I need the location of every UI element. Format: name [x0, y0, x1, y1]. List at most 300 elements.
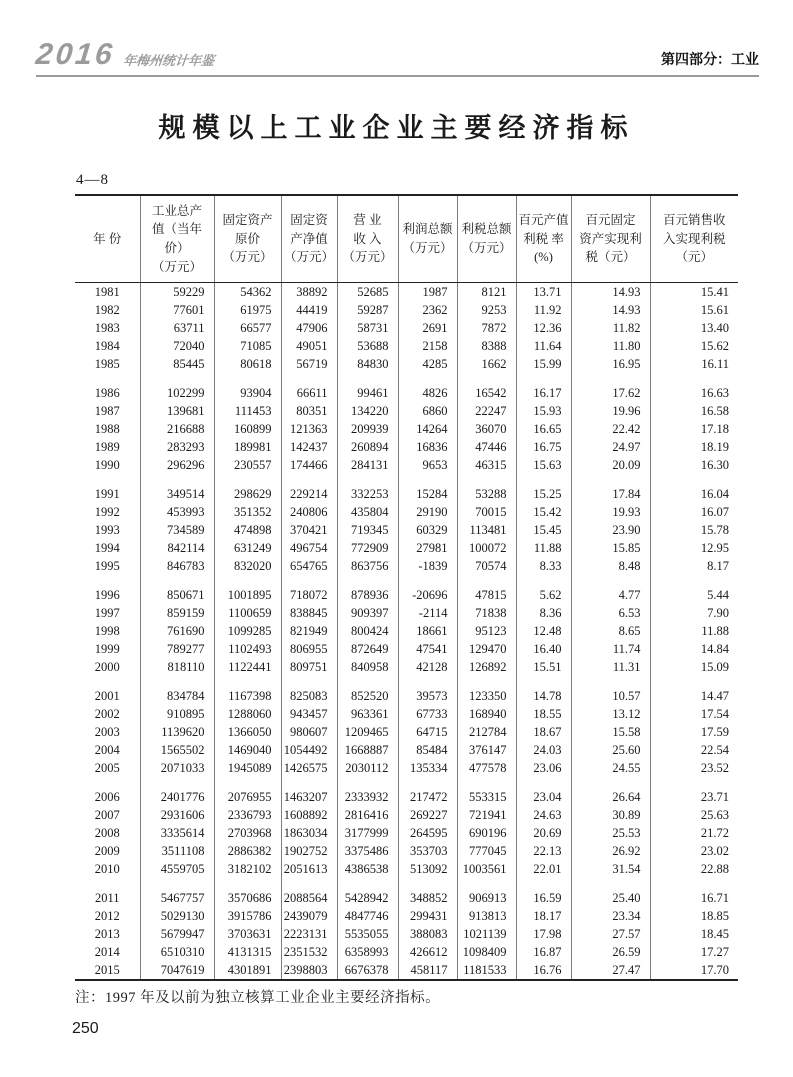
separator-cell [516, 373, 571, 384]
value-cell: 14.78 [516, 687, 571, 705]
running-head [36, 40, 759, 77]
value-cell: 2030112 [337, 759, 398, 777]
separator-cell [140, 575, 214, 586]
separator-cell [571, 777, 650, 788]
value-cell: 22247 [457, 402, 516, 420]
value-cell: 25.60 [571, 741, 650, 759]
logo-suffix: 年梅州统计年鉴 [122, 53, 215, 69]
year-cell: 2000 [94, 659, 120, 674]
value-cell: 906913 [457, 889, 516, 907]
col-header-fixed-assets-net [281, 195, 337, 283]
value-cell: 139681 [140, 402, 214, 420]
value-cell: 53688 [337, 337, 398, 355]
table-row [75, 806, 738, 824]
value-cell: 44419 [281, 301, 337, 319]
year-cell: 1997 [94, 605, 120, 620]
separator-cell [214, 878, 281, 889]
value-cell: 2051613 [281, 860, 337, 878]
value-cell: 24.63 [516, 806, 571, 824]
value-cell: 1668887 [337, 741, 398, 759]
value-cell: 913813 [457, 907, 516, 925]
value-cell: 39573 [398, 687, 457, 705]
table-row [75, 301, 738, 319]
value-cell: 11.88 [516, 539, 571, 557]
value-cell: 42128 [398, 658, 457, 676]
value-cell: 52685 [337, 283, 398, 302]
value-cell: 15.63 [516, 456, 571, 474]
value-cell: 3335614 [140, 824, 214, 842]
group-separator-row [75, 474, 738, 485]
table-row [75, 658, 738, 676]
value-cell: 66577 [214, 319, 281, 337]
value-cell: 15.42 [516, 503, 571, 521]
value-cell: 11.31 [571, 658, 650, 676]
value-cell: 859159 [140, 604, 214, 622]
value-cell: 59287 [337, 301, 398, 319]
table-row [75, 842, 738, 860]
value-cell: 16.40 [516, 640, 571, 658]
separator-cell [457, 373, 516, 384]
year-cell: 1993 [94, 522, 120, 537]
value-cell: 113481 [457, 521, 516, 539]
separator-cell [516, 474, 571, 485]
value-cell: 6.53 [571, 604, 650, 622]
value-cell: 17.70 [650, 961, 738, 980]
value-cell: 1863034 [281, 824, 337, 842]
header-line: 值（当年 [151, 222, 202, 237]
year-cell: 1995 [94, 558, 120, 573]
value-cell: 4847746 [337, 907, 398, 925]
separator-cell [571, 575, 650, 586]
value-cell: 269227 [398, 806, 457, 824]
value-cell: 846783 [140, 557, 214, 575]
value-cell: 19.93 [571, 503, 650, 521]
value-cell: 16.65 [516, 420, 571, 438]
value-cell: 6676378 [337, 961, 398, 980]
value-cell: 840958 [337, 658, 398, 676]
table-row [75, 723, 738, 741]
separator-cell [398, 474, 457, 485]
table-row [75, 889, 738, 907]
value-cell: 15.58 [571, 723, 650, 741]
value-cell: 13.71 [516, 283, 571, 302]
separator-cell [214, 575, 281, 586]
value-cell: 2439079 [281, 907, 337, 925]
section-label: 第四部分：工业 [661, 53, 759, 69]
value-cell: 16.71 [650, 889, 738, 907]
value-cell: 16.59 [516, 889, 571, 907]
value-cell: 332253 [337, 485, 398, 503]
header-line: 百元销售收 [662, 212, 726, 227]
value-cell: 27981 [398, 539, 457, 557]
header-line: 价） [164, 241, 190, 255]
value-cell: 23.52 [650, 759, 738, 777]
value-cell: 15.51 [516, 658, 571, 676]
table-row [75, 943, 738, 961]
value-cell: -20696 [398, 586, 457, 604]
value-cell: 71838 [457, 604, 516, 622]
year-cell: 1992 [94, 504, 120, 519]
value-cell: 761690 [140, 622, 214, 640]
value-cell: 477578 [457, 759, 516, 777]
value-cell: 850671 [140, 586, 214, 604]
year-cell: 2008 [94, 825, 120, 840]
value-cell: 4131315 [214, 943, 281, 961]
value-cell: 8.65 [571, 622, 650, 640]
table-row [75, 925, 738, 943]
value-cell: 17.98 [516, 925, 571, 943]
value-cell: 212784 [457, 723, 516, 741]
separator-cell [140, 373, 214, 384]
table-row [75, 402, 738, 420]
year-cell: 1999 [94, 641, 120, 656]
value-cell: 1100659 [214, 604, 281, 622]
value-cell: 8.17 [650, 557, 738, 575]
value-cell: 15.93 [516, 402, 571, 420]
year-cell: 1987 [94, 403, 120, 418]
value-cell: 16.11 [650, 355, 738, 373]
separator-cell [337, 474, 398, 485]
value-cell: 93904 [214, 384, 281, 402]
year-cell: 2011 [94, 890, 120, 905]
value-cell: 283293 [140, 438, 214, 456]
value-cell: 353703 [398, 842, 457, 860]
value-cell: 19.96 [571, 402, 650, 420]
value-cell: 160899 [214, 420, 281, 438]
separator-cell [571, 676, 650, 687]
table-row [75, 824, 738, 842]
value-cell: 71085 [214, 337, 281, 355]
value-cell: 348852 [398, 889, 457, 907]
separator-cell [140, 676, 214, 687]
header-line: 资产实现利 [579, 231, 642, 246]
value-cell: 260894 [337, 438, 398, 456]
value-cell: 806955 [281, 640, 337, 658]
value-cell: 26.92 [571, 842, 650, 860]
value-cell: 3915786 [214, 907, 281, 925]
value-cell: 17.54 [650, 705, 738, 723]
value-cell: 5.44 [650, 586, 738, 604]
value-cell: 1003561 [457, 860, 516, 878]
table-row [75, 557, 738, 575]
value-cell: 1001895 [214, 586, 281, 604]
value-cell: 3182102 [214, 860, 281, 878]
header-line: 利税 率 [523, 231, 564, 246]
table-row [75, 687, 738, 705]
value-cell: 8.48 [571, 557, 650, 575]
separator-cell [457, 676, 516, 687]
value-cell: 435804 [337, 503, 398, 521]
separator-cell [457, 575, 516, 586]
separator-cell [398, 878, 457, 889]
table-row [75, 759, 738, 777]
value-cell: 11.92 [516, 301, 571, 319]
separator-cell [337, 878, 398, 889]
separator-cell [75, 878, 140, 889]
separator-cell [650, 575, 738, 586]
value-cell: 4301891 [214, 961, 281, 980]
header-line: （万元） [342, 250, 393, 265]
value-cell: 1608892 [281, 806, 337, 824]
col-header-total-profit-tax [457, 195, 516, 283]
value-cell: 842114 [140, 539, 214, 557]
header-row [75, 195, 738, 283]
value-cell: 23.02 [650, 842, 738, 860]
value-cell: 789277 [140, 640, 214, 658]
separator-cell [281, 676, 337, 687]
page-title: 规模以上工业企业主要经济指标 [158, 113, 635, 143]
value-cell: 15.45 [516, 521, 571, 539]
value-cell: 17.62 [571, 384, 650, 402]
group-separator-row [75, 777, 738, 788]
value-cell: 47906 [281, 319, 337, 337]
group-separator-row [75, 878, 738, 889]
value-cell: 9653 [398, 456, 457, 474]
value-cell: 216688 [140, 420, 214, 438]
value-cell: 3375486 [337, 842, 398, 860]
separator-cell [571, 474, 650, 485]
value-cell: 24.03 [516, 741, 571, 759]
value-cell: 18.45 [650, 925, 738, 943]
value-cell: 1288060 [214, 705, 281, 723]
header-line: 原价 [234, 231, 260, 246]
value-cell: 15.78 [650, 521, 738, 539]
table-row [75, 640, 738, 658]
value-cell: 16.07 [650, 503, 738, 521]
value-cell: 1021139 [457, 925, 516, 943]
value-cell: 909397 [337, 604, 398, 622]
separator-cell [214, 373, 281, 384]
separator-cell [75, 676, 140, 687]
value-cell: 126892 [457, 658, 516, 676]
header-line: 固定资 [290, 212, 328, 227]
value-cell: 2351532 [281, 943, 337, 961]
value-cell: 12.36 [516, 319, 571, 337]
value-cell: 11.88 [650, 622, 738, 640]
value-cell: 17.84 [571, 485, 650, 503]
group-separator-row [75, 373, 738, 384]
value-cell: 8.33 [516, 557, 571, 575]
separator-cell [457, 474, 516, 485]
value-cell: 102299 [140, 384, 214, 402]
value-cell: 15.25 [516, 485, 571, 503]
table-row [75, 907, 738, 925]
value-cell: 2076955 [214, 788, 281, 806]
value-cell: 56719 [281, 355, 337, 373]
value-cell: 18661 [398, 622, 457, 640]
table-row [75, 622, 738, 640]
value-cell: 11.82 [571, 319, 650, 337]
value-cell: 80351 [281, 402, 337, 420]
value-cell: 496754 [281, 539, 337, 557]
value-cell: 16.75 [516, 438, 571, 456]
separator-cell [650, 676, 738, 687]
value-cell: 10.57 [571, 687, 650, 705]
col-header-profit-tax-per-100-assets [571, 195, 650, 283]
header-line: （元） [675, 250, 713, 265]
value-cell: 1181533 [457, 961, 516, 980]
value-cell: 31.54 [571, 860, 650, 878]
table-row [75, 860, 738, 878]
value-cell: 943457 [281, 705, 337, 723]
value-cell: 20.09 [571, 456, 650, 474]
value-cell: 2703968 [214, 824, 281, 842]
group-separator-row [75, 575, 738, 586]
value-cell: 25.40 [571, 889, 650, 907]
value-cell: 296296 [140, 456, 214, 474]
value-cell: 16.04 [650, 485, 738, 503]
separator-cell [214, 474, 281, 485]
value-cell: 22.13 [516, 842, 571, 860]
table-row [75, 355, 738, 373]
value-cell: 174466 [281, 456, 337, 474]
value-cell: 2333932 [337, 788, 398, 806]
value-cell: 18.67 [516, 723, 571, 741]
table-row [75, 503, 738, 521]
value-cell: 14264 [398, 420, 457, 438]
value-cell: 6860 [398, 402, 457, 420]
value-cell: 168940 [457, 705, 516, 723]
header-line: (%) [534, 250, 553, 265]
value-cell: 27.47 [571, 961, 650, 980]
value-cell: 878936 [337, 586, 398, 604]
value-cell: 910895 [140, 705, 214, 723]
value-cell: 26.64 [571, 788, 650, 806]
value-cell: 299431 [398, 907, 457, 925]
separator-cell [650, 777, 738, 788]
value-cell: 47815 [457, 586, 516, 604]
separator-cell [337, 777, 398, 788]
header-line: （万元） [461, 241, 512, 255]
year-cell: 1986 [94, 385, 120, 400]
value-cell: 16.17 [516, 384, 571, 402]
table-header [75, 195, 738, 283]
value-cell: 3511108 [140, 842, 214, 860]
header-line: 百元产值 [518, 212, 569, 227]
value-cell: 9253 [457, 301, 516, 319]
year-cell: 2012 [94, 908, 120, 923]
value-cell: 1122441 [214, 658, 281, 676]
value-cell: 553315 [457, 788, 516, 806]
separator-cell [337, 373, 398, 384]
value-cell: 2071033 [140, 759, 214, 777]
value-cell: 23.71 [650, 788, 738, 806]
separator-cell [398, 575, 457, 586]
value-cell: 84830 [337, 355, 398, 373]
value-cell: 8388 [457, 337, 516, 355]
value-cell: 72040 [140, 337, 214, 355]
value-cell: 1565502 [140, 741, 214, 759]
value-cell: 772909 [337, 539, 398, 557]
value-cell: 16836 [398, 438, 457, 456]
group-separator-row [75, 676, 738, 687]
value-cell: 7872 [457, 319, 516, 337]
value-cell: 121363 [281, 420, 337, 438]
value-cell: 22.01 [516, 860, 571, 878]
value-cell: 376147 [457, 741, 516, 759]
table-row [75, 420, 738, 438]
value-cell: 16.63 [650, 384, 738, 402]
value-cell: 85484 [398, 741, 457, 759]
value-cell: 85445 [140, 355, 214, 373]
value-cell: 18.17 [516, 907, 571, 925]
table-row [75, 485, 738, 503]
separator-cell [398, 777, 457, 788]
col-header-gross-output [140, 195, 214, 283]
value-cell: 25.53 [571, 824, 650, 842]
value-cell: 7.90 [650, 604, 738, 622]
value-cell: 23.06 [516, 759, 571, 777]
header-line: 年 份 [93, 231, 122, 246]
value-cell: 872649 [337, 640, 398, 658]
col-header-profit-tax-rate [516, 195, 571, 283]
value-cell: 47541 [398, 640, 457, 658]
value-cell: 22.88 [650, 860, 738, 878]
value-cell: 1469040 [214, 741, 281, 759]
value-cell: 284131 [337, 456, 398, 474]
year-cell: 1983 [94, 320, 120, 335]
header-line: 固定资产 [222, 212, 273, 227]
table-row [75, 456, 738, 474]
header-line: （万元） [402, 241, 453, 255]
separator-cell [571, 878, 650, 889]
value-cell: 80618 [214, 355, 281, 373]
value-cell: 16.76 [516, 961, 571, 980]
separator-cell [516, 777, 571, 788]
value-cell: 58731 [337, 319, 398, 337]
value-cell: 16.95 [571, 355, 650, 373]
value-cell: 825083 [281, 687, 337, 705]
value-cell: 18.19 [650, 438, 738, 456]
value-cell: 1102493 [214, 640, 281, 658]
table-row [75, 283, 738, 302]
value-cell: 123350 [457, 687, 516, 705]
value-cell: 6510310 [140, 943, 214, 961]
value-cell: 6358993 [337, 943, 398, 961]
separator-cell [140, 878, 214, 889]
value-cell: 8121 [457, 283, 516, 302]
value-cell: 863756 [337, 557, 398, 575]
year-cell: 2004 [94, 742, 120, 757]
value-cell: 66611 [281, 384, 337, 402]
value-cell: 349514 [140, 485, 214, 503]
value-cell: 2886382 [214, 842, 281, 860]
value-cell: 809751 [281, 658, 337, 676]
value-cell: 388083 [398, 925, 457, 943]
value-cell: 229214 [281, 485, 337, 503]
value-cell: 1167398 [214, 687, 281, 705]
table-footnote: 注：1997 年及以前为独立核算工业企业主要经济指标。 [75, 990, 441, 1006]
value-cell: 14.84 [650, 640, 738, 658]
separator-cell [75, 777, 140, 788]
value-cell: 832020 [214, 557, 281, 575]
value-cell: 99461 [337, 384, 398, 402]
value-cell: 690196 [457, 824, 516, 842]
value-cell: 18.55 [516, 705, 571, 723]
table-row [75, 539, 738, 557]
header-line: 产净值 [290, 231, 328, 246]
value-cell: 1366050 [214, 723, 281, 741]
value-cell: 5467757 [140, 889, 214, 907]
value-cell: 38892 [281, 283, 337, 302]
separator-cell [281, 777, 337, 788]
separator-cell [281, 373, 337, 384]
header-line: （万元） [222, 250, 273, 265]
value-cell: 1139620 [140, 723, 214, 741]
value-cell: 15.62 [650, 337, 738, 355]
header-line: 营 业 [353, 212, 382, 227]
value-cell: 1662 [457, 355, 516, 373]
